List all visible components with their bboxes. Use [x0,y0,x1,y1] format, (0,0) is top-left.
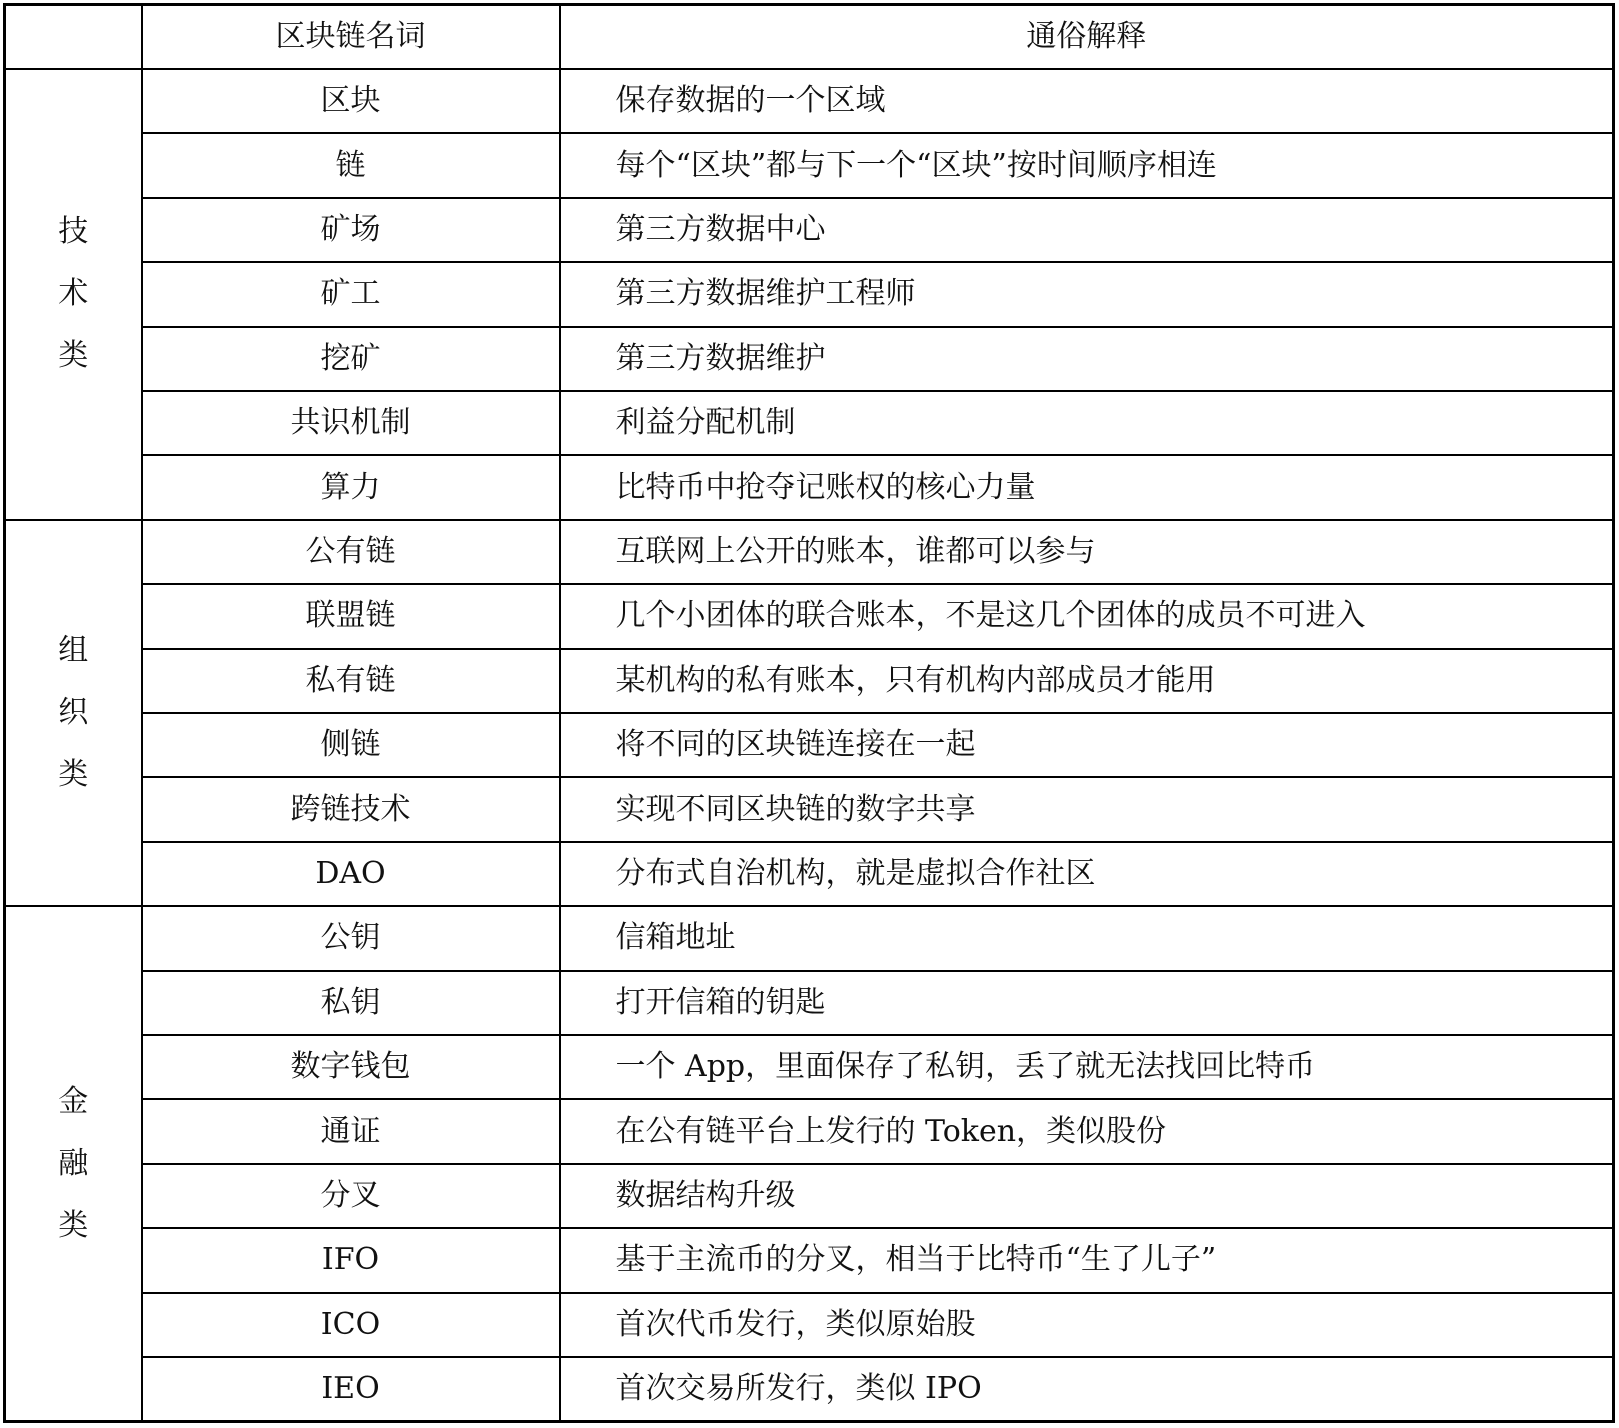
table-row [5,262,1614,326]
table-row [5,1035,1614,1099]
term-cell: IFO [142,1228,560,1292]
explanation-cell: 第三方数据中心 [560,198,1614,262]
category-cell [5,520,142,906]
term-cell: 数字钱包 [142,1035,560,1099]
term-cell: 矿工 [142,262,560,326]
term-cell: 联盟链 [142,584,560,648]
category-label: 金融类 [58,1083,89,1243]
explanation-cell: 比特币中抢夺记账权的核心力量 [560,455,1614,519]
explanation-cell: 信箱地址 [560,906,1614,970]
table-row [5,842,1614,906]
glossary-body [5,69,1614,1422]
explanation-cell: 分布式自治机构，就是虚拟合作社区 [560,842,1614,906]
term-cell: 算力 [142,455,560,519]
table-row [5,584,1614,648]
explanation-cell: 首次代币发行，类似原始股 [560,1293,1614,1357]
term-cell: 公有链 [142,520,560,584]
term-cell: 侧链 [142,713,560,777]
explanation-cell: 实现不同区块链的数字共享 [560,777,1614,841]
explanation-cell: 第三方数据维护工程师 [560,262,1614,326]
explanation-cell: 某机构的私有账本，只有机构内部成员才能用 [560,649,1614,713]
term-cell: DAO [142,842,560,906]
explanation-cell: 将不同的区块链连接在一起 [560,713,1614,777]
table-row [5,1357,1614,1421]
table-row [5,906,1614,970]
term-cell: 挖矿 [142,327,560,391]
explanation-cell: 保存数据的一个区域 [560,69,1614,133]
table-row [5,1164,1614,1228]
explanation-cell: 互联网上公开的账本，谁都可以参与 [560,520,1614,584]
blockchain-glossary-table [3,3,1615,1423]
explanation-cell: 在公有链平台上发行的 Token，类似股份 [560,1099,1614,1163]
table-row [5,391,1614,455]
term-cell: 私钥 [142,971,560,1035]
table-row [5,777,1614,841]
explanation-cell: 利益分配机制 [560,391,1614,455]
explanation-cell: 一个 App，里面保存了私钥，丢了就无法找回比特币 [560,1035,1614,1099]
term-cell: IEO [142,1357,560,1421]
category-label: 组织类 [58,632,89,792]
term-cell: 跨链技术 [142,777,560,841]
table-row [5,649,1614,713]
term-cell: 区块 [142,69,560,133]
term-cell: 私有链 [142,649,560,713]
table-row [5,69,1614,133]
term-cell: 公钥 [142,906,560,970]
explanation-cell: 数据结构升级 [560,1164,1614,1228]
table-row [5,198,1614,262]
category-cell [5,906,142,1421]
table-row [5,327,1614,391]
header-explanation: 通俗解释 [560,5,1614,69]
table-row [5,713,1614,777]
term-cell: 矿场 [142,198,560,262]
table-row [5,133,1614,197]
term-cell: 链 [142,133,560,197]
table-row [5,1099,1614,1163]
category-label: 技术类 [58,214,89,374]
term-cell: 共识机制 [142,391,560,455]
table-row [5,520,1614,584]
category-cell [5,69,142,520]
term-cell: ICO [142,1293,560,1357]
explanation-cell: 每个“区块”都与下一个“区块”按时间顺序相连 [560,133,1614,197]
table-row [5,1228,1614,1292]
header-row [5,5,1614,69]
table-row [5,971,1614,1035]
term-cell: 分叉 [142,1164,560,1228]
header-category [5,5,142,69]
explanation-cell: 首次交易所发行，类似 IPO [560,1357,1614,1421]
table-row [5,1293,1614,1357]
term-cell: 通证 [142,1099,560,1163]
explanation-cell: 第三方数据维护 [560,327,1614,391]
explanation-cell: 几个小团体的联合账本，不是这几个团体的成员不可进入 [560,584,1614,648]
header-term: 区块链名词 [142,5,560,69]
table-row [5,455,1614,519]
explanation-cell: 基于主流币的分叉，相当于比特币“生了儿子” [560,1228,1614,1292]
explanation-cell: 打开信箱的钥匙 [560,971,1614,1035]
